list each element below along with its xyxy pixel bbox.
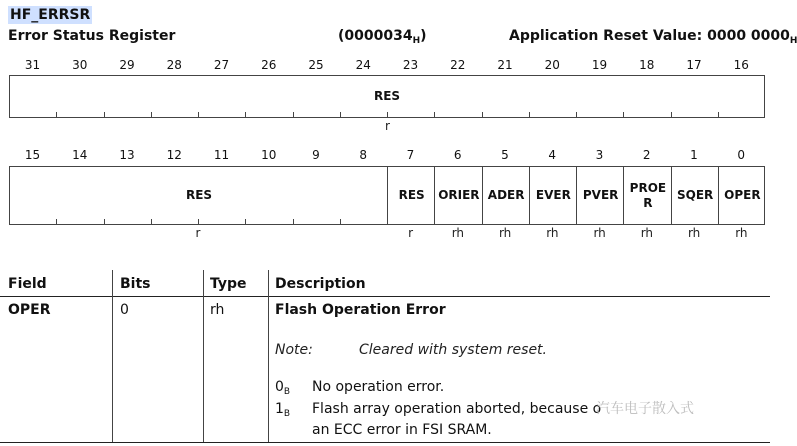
field-separator bbox=[529, 167, 530, 224]
bit-tick bbox=[434, 112, 435, 117]
bitfield-ever: EVER bbox=[535, 188, 571, 202]
bit-number: 29 bbox=[119, 58, 135, 72]
field-access: rh bbox=[593, 226, 606, 240]
upper-access: r bbox=[385, 119, 390, 133]
field-access: r bbox=[195, 226, 201, 240]
bit-tick bbox=[482, 112, 483, 117]
bit-number: 10 bbox=[261, 148, 277, 162]
value-0-suffix: B bbox=[283, 387, 291, 397]
offset-value: (0000034 bbox=[338, 28, 413, 44]
bit-number: 2 bbox=[642, 148, 651, 162]
note-text: Cleared with system reset. bbox=[359, 342, 547, 358]
bit-number: 31 bbox=[24, 58, 41, 72]
col-divider-2 bbox=[203, 270, 204, 442]
field-access: rh bbox=[687, 226, 701, 240]
offset-close: ) bbox=[420, 28, 427, 44]
bitfield-pver: PVER bbox=[582, 188, 619, 202]
bit-number: 0 bbox=[737, 148, 746, 162]
offset-unit: H bbox=[412, 36, 421, 46]
bit-number: 22 bbox=[450, 58, 466, 72]
bit-number: 14 bbox=[72, 148, 88, 162]
field-separator bbox=[671, 167, 672, 224]
bitfield-proer: PROE R bbox=[629, 180, 667, 210]
bit-number: 5 bbox=[501, 148, 509, 162]
bit-number: 30 bbox=[72, 58, 88, 72]
bit-tick bbox=[340, 112, 341, 117]
table-bottom-border bbox=[0, 442, 770, 443]
bitfield-oper: OPER bbox=[724, 188, 761, 202]
value-0-text: No operation error. bbox=[312, 379, 445, 395]
bit-tick bbox=[671, 112, 672, 117]
row-bits: 0 bbox=[120, 302, 129, 318]
bit-number: 20 bbox=[544, 58, 560, 72]
upper-res-field: RES bbox=[373, 89, 401, 103]
field-separator bbox=[434, 167, 435, 224]
row-description-title: Flash Operation Error bbox=[275, 302, 446, 318]
bitfield-res: RES bbox=[398, 188, 425, 202]
bit-tick bbox=[718, 112, 719, 117]
header-type: Type bbox=[210, 276, 247, 292]
note-label: Note: bbox=[275, 342, 313, 358]
bit-number: 17 bbox=[686, 58, 702, 72]
bit-number: 27 bbox=[213, 58, 230, 72]
field-access: rh bbox=[546, 226, 559, 240]
lower-bit-row bbox=[9, 166, 765, 225]
value-0-digit: 0 bbox=[275, 379, 284, 395]
field-access: r bbox=[408, 226, 414, 240]
col-divider-3 bbox=[268, 270, 269, 442]
bit-tick bbox=[56, 112, 57, 117]
field-access: rh bbox=[640, 226, 654, 240]
value-0 bbox=[275, 378, 290, 401]
header-description: Description bbox=[275, 276, 366, 292]
bitfield-res: RES bbox=[185, 188, 213, 202]
field-separator bbox=[623, 167, 624, 224]
bit-tick bbox=[198, 219, 199, 224]
upper-bit-row bbox=[9, 75, 765, 118]
header-field: Field bbox=[8, 276, 47, 292]
bit-tick bbox=[576, 112, 577, 117]
row-type: rh bbox=[210, 302, 225, 318]
bit-number: 28 bbox=[166, 58, 182, 72]
bit-number: 24 bbox=[355, 58, 371, 72]
bitfield-sqer: SQER bbox=[676, 188, 714, 202]
bit-tick bbox=[623, 112, 624, 117]
bit-number: 6 bbox=[453, 148, 462, 162]
bit-tick bbox=[151, 112, 152, 117]
reset-value bbox=[509, 27, 797, 50]
value-1-text-cont: an ECC error in FSI SRAM. bbox=[312, 422, 492, 438]
value-1-digit: 1 bbox=[275, 401, 284, 417]
bit-number: 21 bbox=[497, 58, 513, 72]
field-separator bbox=[387, 167, 388, 224]
bit-number: 16 bbox=[733, 58, 749, 72]
bit-tick bbox=[151, 219, 152, 224]
bit-tick bbox=[293, 219, 294, 224]
table-header-divider bbox=[0, 296, 770, 297]
field-access: rh bbox=[498, 226, 512, 240]
bit-number: 4 bbox=[548, 148, 557, 162]
bit-number: 15 bbox=[24, 148, 41, 162]
col-divider-1 bbox=[112, 270, 113, 442]
bit-tick bbox=[104, 112, 105, 117]
bit-number: 26 bbox=[261, 58, 277, 72]
bit-tick bbox=[293, 112, 294, 117]
bit-number: 25 bbox=[308, 58, 324, 72]
field-access: rh bbox=[735, 226, 748, 240]
bit-number: 23 bbox=[402, 58, 419, 72]
bit-tick bbox=[340, 219, 341, 224]
bit-number: 13 bbox=[119, 148, 135, 162]
row-field: OPER bbox=[8, 302, 51, 318]
register-offset bbox=[338, 27, 427, 50]
bit-number: 9 bbox=[312, 148, 320, 162]
bit-number: 8 bbox=[359, 148, 368, 162]
bit-number: 12 bbox=[166, 148, 182, 162]
field-separator bbox=[718, 167, 719, 224]
register-full-name: Error Status Register bbox=[8, 28, 176, 44]
reset-label: Application Reset Value: 0000 0000 bbox=[509, 28, 790, 44]
header-bits: Bits bbox=[120, 276, 151, 292]
value-1-text: Flash array operation aborted, because o bbox=[312, 401, 602, 417]
watermark-text: 汽车电子散入式 bbox=[596, 401, 694, 417]
value-1 bbox=[275, 400, 290, 423]
field-access: rh bbox=[451, 226, 465, 240]
bitfield-ader: ADER bbox=[487, 188, 525, 202]
bit-tick bbox=[245, 112, 246, 117]
bit-number: 7 bbox=[406, 148, 415, 162]
bit-number: 3 bbox=[595, 148, 604, 162]
bit-tick bbox=[245, 219, 246, 224]
value-1-suffix: B bbox=[283, 409, 291, 419]
field-separator bbox=[576, 167, 577, 224]
bit-number: 1 bbox=[690, 148, 698, 162]
bit-tick bbox=[56, 219, 57, 224]
register-name: HF_ERRSR bbox=[10, 7, 91, 23]
bit-tick bbox=[104, 219, 105, 224]
bitfield-orier: ORIER bbox=[438, 188, 480, 202]
reset-unit: H bbox=[789, 36, 797, 46]
bit-tick bbox=[387, 112, 388, 117]
bit-tick bbox=[198, 112, 199, 117]
bit-number: 18 bbox=[639, 58, 655, 72]
bit-tick bbox=[529, 112, 530, 117]
bit-number: 19 bbox=[591, 58, 608, 72]
bit-number: 11 bbox=[213, 148, 230, 162]
field-separator bbox=[482, 167, 483, 224]
